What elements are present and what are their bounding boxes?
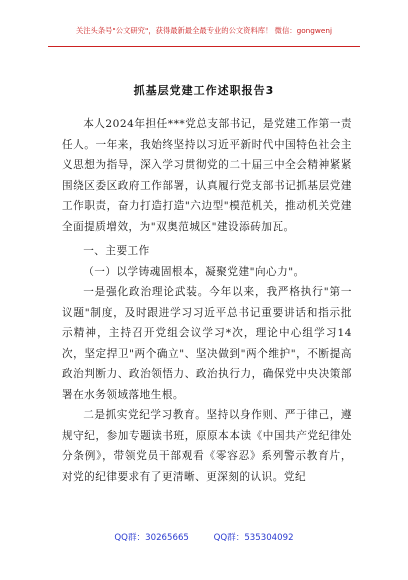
subsection-heading: （一）以学铸魂固根本，凝聚党建"向心力"。 bbox=[83, 265, 305, 278]
footer-qq-group-2: QQ群：535304092 bbox=[213, 533, 294, 543]
body-paragraph-1: 一是强化政治理论武装。今年以来，我严格执行"第一议题"制度，及时跟进学习习近平总书记重要讲话和指示批示精神，主持召开党组会议学习*次，理论中心组学习14次，坚定捍卫"两个确立"、坚决做到"两个维护"，不断提高政治判断力、政治领悟力、政治执行力，确保党中央决策部署在水务领域落地生根。 bbox=[62, 286, 352, 401]
header-notice: 关注头条号"公文研究"，获得最新最全最专业的公文资料库！ 微信：gongwenj bbox=[75, 26, 333, 35]
document-body bbox=[62, 114, 352, 487]
footer bbox=[0, 531, 408, 543]
intro-paragraph: 本人2024年担任***党总支部书记，是党建工作第一责任人。一年来，我始终坚持以习近平新时代中国特色社会主义思想为指导，深入学习贯彻党的二十届三中全会精神紧紧围绕区委区政府工作部署，认真履行党支部书记抓基层党建工作职责，奋力打造打造"六边型"模范机关，推动机关党建全面提质增效，为"双奥范城区"建设添砖加瓦。 bbox=[62, 118, 352, 233]
document-title: 抓基层党建工作述职报告3 bbox=[133, 84, 275, 97]
section-heading: 一、主要工作 bbox=[83, 245, 150, 257]
footer-qq-group-1: QQ群：30265665 bbox=[114, 533, 189, 543]
body-paragraph-2: 二是抓实党纪学习教育。坚持以身作则、严于律己，遵规守纪，参加专题读书班，原原本本读《中国共产党纪律处分条例》，带领党员干部观看《零容忍》系列警示教育片，对党的纪律要求有了更清晰、更深刻的认识。党纪 bbox=[62, 409, 352, 483]
header-divider bbox=[48, 46, 360, 47]
